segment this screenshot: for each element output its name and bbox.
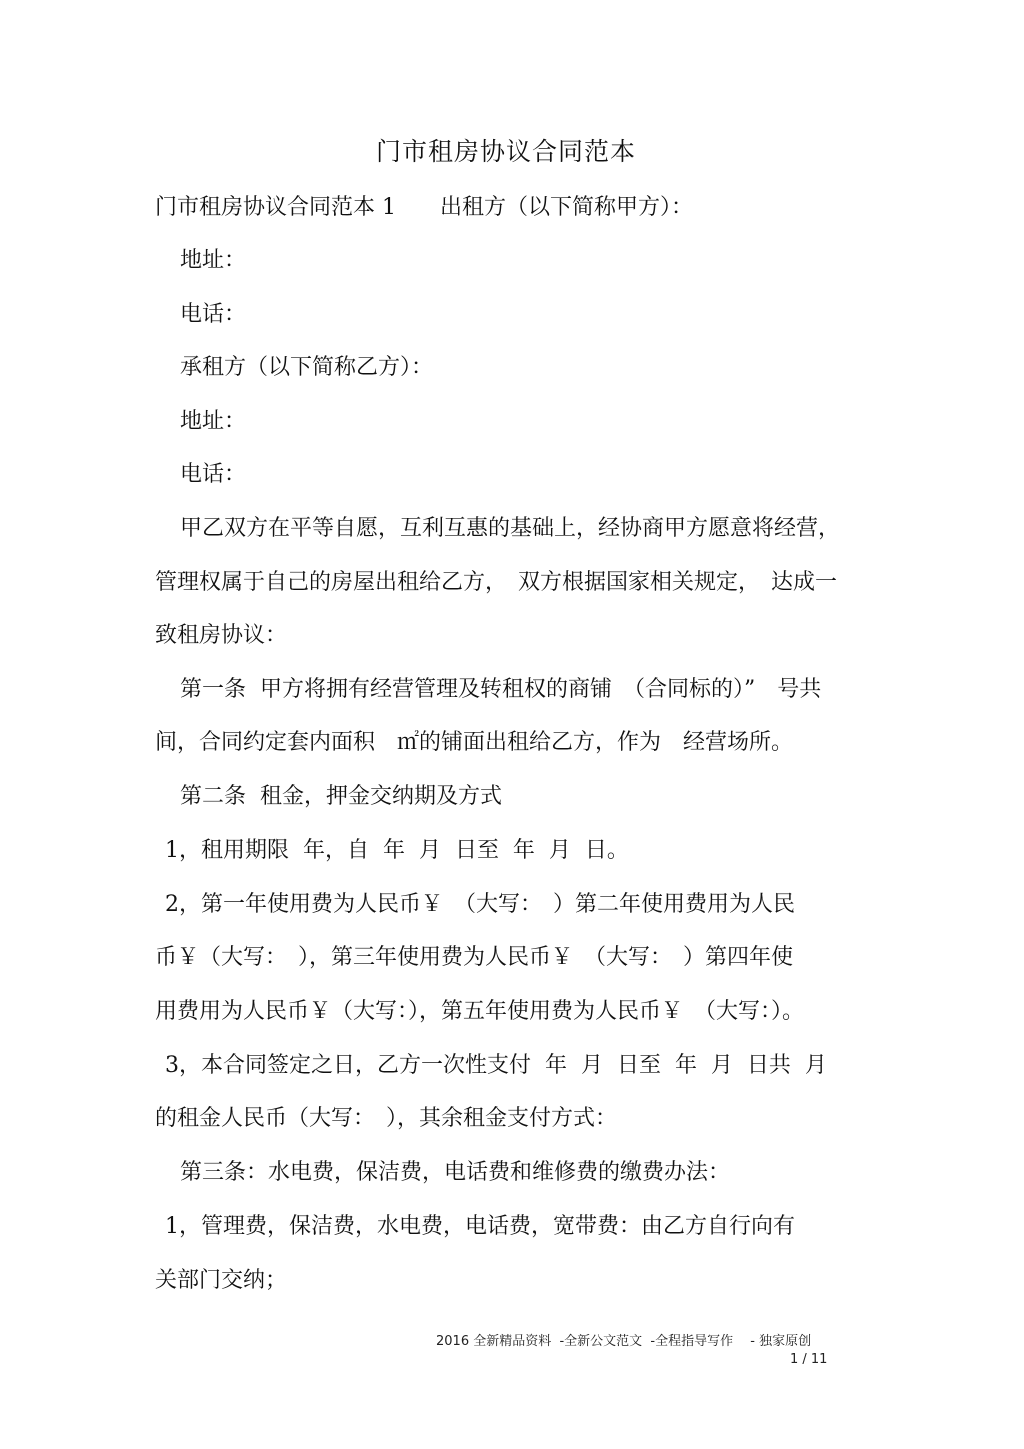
- text-line-7: 甲乙双方在平等自愿，互利互惠的基础上，经协商甲方愿意将经营，: [180, 516, 841, 541]
- text-line-13: 1，租用期限 年，自 年 月 日至 年 月 日。: [165, 838, 629, 863]
- text-line-19: 第三条：水电费，保洁费，电话费和维修费的缴费办法：: [180, 1160, 731, 1185]
- text-line-21: 关部门交纳；: [155, 1268, 288, 1293]
- text-line-16: 用费用为人民币￥（大写：），第五年使用费为人民币￥ （大写：）。: [155, 999, 805, 1024]
- text-line-20: 1，管理费，保洁费，水电费，电话费，宽带费：由乙方自行向有: [165, 1214, 795, 1239]
- text-line-10: 第一条 甲方将拥有经营管理及转租权的商铺 （合同标的）” 号共: [180, 677, 822, 702]
- text-line-18: 的租金人民币（大写： ），其余租金支付方式：: [155, 1106, 618, 1131]
- text-line-3: 电话：: [180, 302, 247, 327]
- footer-text: 2016 全新精品资料 -全新公文范文 -全程指导写作 - 独家原创: [436, 1334, 812, 1349]
- text-line-9: 致租房协议：: [155, 623, 288, 648]
- text-line-1: 门市租房协议合同范本 1 出租方（以下简称甲方）：: [155, 195, 693, 220]
- text-line-17: 3，本合同签定之日，乙方一次性支付 年 月 日至 年 月 日共 月: [165, 1053, 827, 1078]
- text-line-6: 电话：: [180, 462, 247, 487]
- text-line-4: 承租方（以下简称乙方）：: [180, 355, 434, 380]
- text-line-14: 2，第一年使用费为人民币￥ （大写： ）第二年使用费用为人民: [165, 892, 795, 917]
- text-line-8: 管理权属于自己的房屋出租给乙方， 双方根据国家相关规定， 达成一: [155, 570, 838, 595]
- document-title: 门市租房协议合同范本: [375, 137, 636, 166]
- text-line-5: 地址：: [180, 409, 247, 434]
- page-number: 1 / 11: [790, 1352, 828, 1367]
- text-line-2: 地址：: [180, 248, 247, 273]
- text-line-11: 间，合同约定套内面积 ㎡的铺面出租给乙方，作为 经营场所。: [155, 730, 794, 755]
- text-line-12: 第二条 租金，押金交纳期及方式: [180, 784, 502, 809]
- text-line-15: 币￥（大写： ），第三年使用费为人民币￥ （大写： ）第四年使: [155, 945, 794, 970]
